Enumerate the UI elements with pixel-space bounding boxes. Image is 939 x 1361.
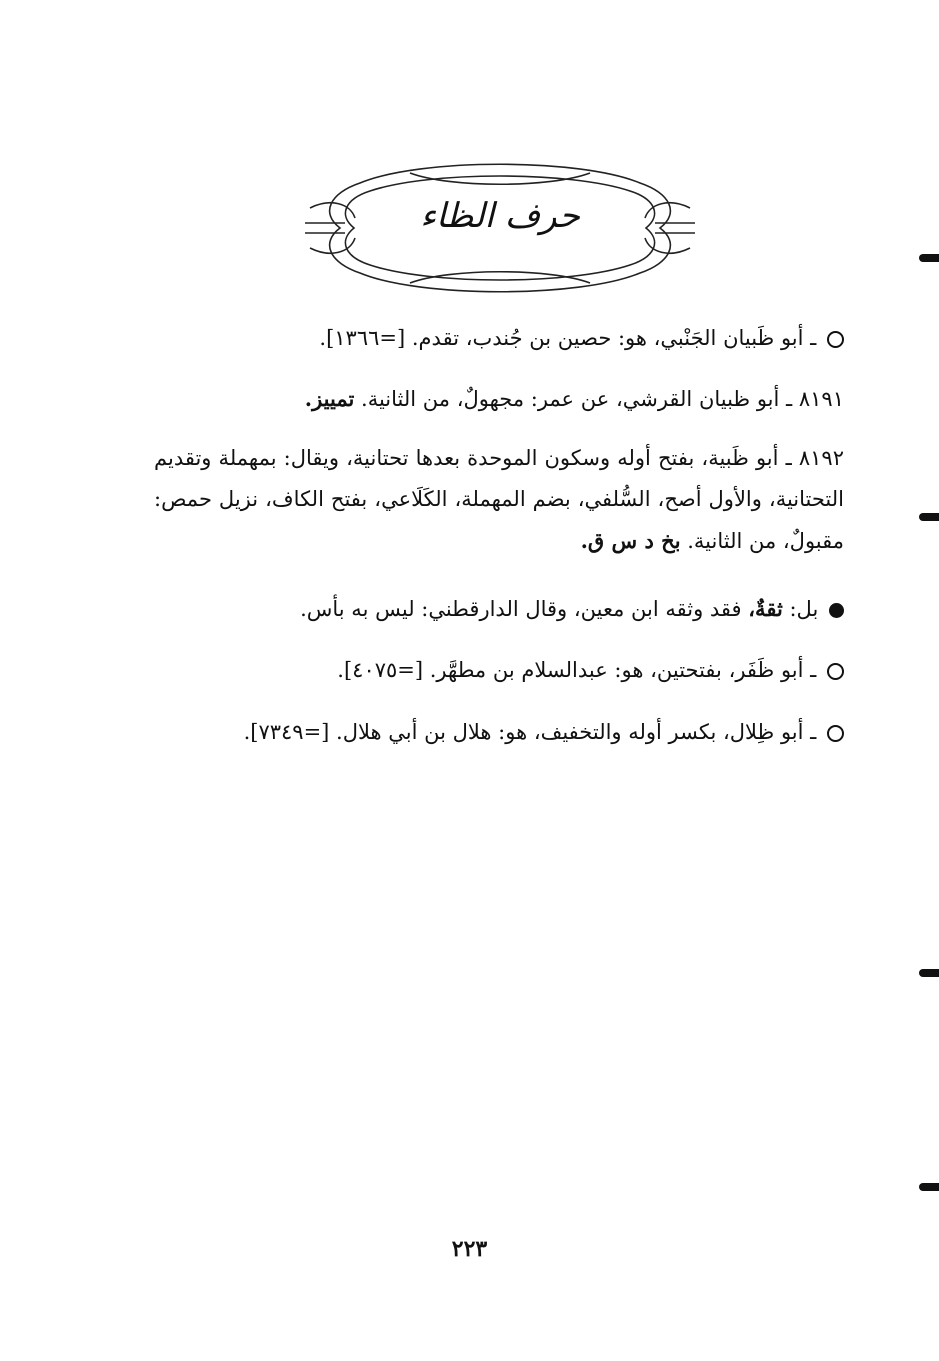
- entry-text: فقد وثقه ابن معين، وقال الدارقطني: ليس به بأس.: [300, 597, 742, 621]
- open-circle-icon: [827, 663, 844, 680]
- filled-circle-icon: [829, 603, 844, 618]
- entry-number: ٨١٩٢: [798, 446, 844, 470]
- entry-8192: [154, 438, 844, 562]
- entry-cross-reference: [154, 650, 844, 691]
- page-edge-mark: [919, 513, 939, 521]
- entry-8191: [154, 378, 844, 420]
- entry-text: ـ أبو ظَبية، بفتح أوله وسكون الموحدة بعدها تحتانية، ويقال: بمهملة وتقديم التحتانية، والأول أصح، السُّلفي، بضم المهملة، الكَلَاعي، بفتح الكاف، نزيل حمص: مقبولٌ، من الثانية.: [154, 446, 844, 553]
- entry-text: ـ أبو ظَفَر، بفتحتين، هو: عبدالسلام بن مطهَّر. [=٤٠٧٥].: [337, 658, 817, 682]
- chapter-title: حرف الظاء: [420, 196, 580, 236]
- entry-text: ـ أبو ظبيان القرشي، عن عمر: مجهولٌ، من الثانية.: [361, 387, 793, 411]
- entry-cross-reference: [154, 318, 844, 359]
- page-edge-mark: [919, 969, 939, 977]
- entry-note: [154, 588, 844, 630]
- entry-text: ـ أبو ظِلال، بكسر أوله والتخفيف، هو: هلال بن أبي هلال. [=٧٣٤٩].: [243, 720, 817, 744]
- page-number: ٢٢٣: [451, 1236, 488, 1262]
- entry-bold-word: ثقةٌ،: [748, 596, 783, 621]
- entry-tag: تمييز.: [304, 386, 355, 411]
- entry-text: ـ أبو ظَبيان الجَنْبي، هو: حصين بن جُندب، تقدم. [=١٣٦٦].: [319, 326, 817, 350]
- entry-number: ٨١٩١: [798, 387, 844, 411]
- entry-cross-reference: [154, 712, 844, 753]
- open-circle-icon: [827, 331, 844, 348]
- entry-prefix: بل:: [789, 597, 819, 621]
- open-circle-icon: [827, 725, 844, 742]
- page-edge-mark: [919, 1183, 939, 1191]
- entry-tag: بخ د س ق.: [580, 528, 681, 553]
- page-edge-mark: [919, 254, 939, 262]
